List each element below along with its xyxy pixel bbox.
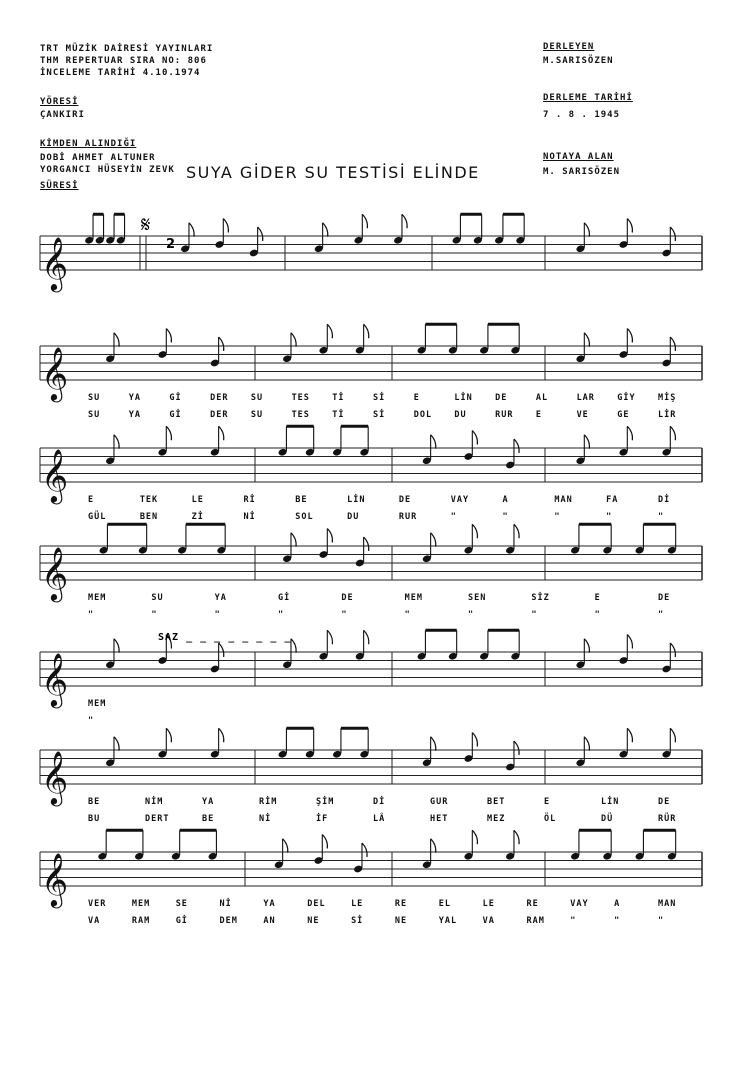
lyric-syllable: YA bbox=[128, 393, 141, 403]
lyric-syllable: SOL bbox=[295, 512, 314, 522]
note-flag bbox=[114, 639, 119, 653]
lyric-syllable: MEZ bbox=[487, 814, 506, 824]
lyric-syllable: LİN bbox=[454, 393, 473, 403]
lyric-syllable: Sİ bbox=[373, 393, 386, 403]
note-flag bbox=[114, 435, 119, 449]
note-flag bbox=[283, 839, 288, 853]
note-flag bbox=[189, 223, 194, 237]
lyric-syllable: SU bbox=[250, 410, 264, 420]
lyric-syllable: " bbox=[554, 512, 561, 522]
lyric-syllable: VE bbox=[576, 410, 589, 420]
lyric-syllable: TES bbox=[291, 393, 310, 403]
lyric-syllable: " bbox=[404, 610, 411, 620]
note-flag bbox=[322, 835, 327, 849]
lyric-syllable: LE bbox=[191, 495, 204, 505]
lyric-syllable: İF bbox=[316, 814, 329, 824]
lyric-syllable: SU bbox=[88, 393, 101, 403]
publisher-line-1: TRT MÜZİK DAİRESİ YAYINLARI bbox=[40, 44, 214, 54]
lyric-syllable: Tİ bbox=[332, 410, 345, 420]
note-flag bbox=[114, 333, 119, 347]
lyric-syllable: BU bbox=[88, 814, 101, 824]
region-label: YÖRESİ bbox=[40, 97, 79, 107]
note-flag bbox=[472, 733, 477, 747]
note-flag bbox=[670, 337, 675, 351]
note-flag bbox=[114, 737, 119, 751]
lyric-syllable: Gİ bbox=[169, 393, 182, 403]
note-flag bbox=[402, 214, 407, 228]
treble-clef-icon: 𝄞 bbox=[41, 652, 69, 706]
note-flag bbox=[223, 219, 228, 233]
staff-system bbox=[40, 426, 702, 504]
staff-system bbox=[40, 524, 702, 602]
note-flag bbox=[670, 728, 675, 742]
lyric-syllable: YA bbox=[202, 797, 215, 807]
lyric-syllable: DE bbox=[398, 495, 412, 505]
lyric-syllable: AL bbox=[535, 393, 549, 403]
lyric-syllable: Nİ bbox=[219, 899, 232, 909]
treble-clef-icon: 𝄞 bbox=[41, 546, 69, 600]
lyric-syllable: YA bbox=[263, 899, 276, 909]
lyric-syllable: DERT bbox=[145, 814, 170, 824]
lyric-syllable: Rİ bbox=[243, 495, 256, 505]
lyric-syllable: TES bbox=[291, 410, 310, 420]
lyric-syllable: A bbox=[502, 495, 509, 505]
lyric-syllable: DE bbox=[658, 593, 671, 603]
lyric-syllable: AN bbox=[263, 916, 276, 926]
note-flag bbox=[627, 635, 632, 649]
lyric-syllable: " bbox=[341, 610, 348, 620]
note-flag bbox=[514, 830, 519, 844]
lyric-syllable: BE bbox=[88, 797, 101, 807]
note-flag bbox=[327, 630, 332, 644]
lyric-syllable: RUR bbox=[495, 410, 514, 420]
note-flag bbox=[327, 529, 332, 543]
note-flag bbox=[472, 524, 477, 538]
lyric-syllable: SEN bbox=[468, 593, 487, 603]
lyric-syllable: ÖL bbox=[544, 814, 557, 824]
staff-system bbox=[40, 214, 702, 292]
lyric-syllable: HET bbox=[430, 814, 449, 824]
note-flag bbox=[291, 333, 296, 347]
date-label: DERLEME TARİHİ bbox=[543, 93, 633, 103]
lyric-syllable: SU bbox=[88, 410, 101, 420]
note-flag bbox=[584, 435, 589, 449]
lyric-syllable: VAY bbox=[570, 899, 589, 909]
note-flag bbox=[258, 227, 263, 241]
lyric-syllable: A bbox=[614, 899, 621, 909]
source-2: YORGANCI HÜSEYİN ZEVK bbox=[40, 165, 175, 175]
lyric-syllable: GÜL bbox=[88, 512, 107, 522]
lyric-syllable: Nİ bbox=[243, 512, 256, 522]
treble-clef-icon: 𝄞 bbox=[41, 346, 69, 400]
lyric-syllable: NE bbox=[307, 916, 320, 926]
lyric-syllable: DE bbox=[658, 797, 671, 807]
lyric-syllable: LİR bbox=[658, 410, 677, 420]
lyric-syllable: SU bbox=[250, 393, 264, 403]
note-flag bbox=[362, 843, 367, 857]
lyric-syllable: VAY bbox=[450, 495, 470, 505]
lyric-syllable: LE bbox=[351, 899, 364, 909]
compiler-label: DERLEYEN bbox=[543, 42, 595, 52]
note-flag bbox=[291, 639, 296, 653]
lyric-syllable: MAN bbox=[554, 495, 573, 505]
note-flag bbox=[291, 533, 296, 547]
lyric-syllable: Gİ bbox=[169, 410, 182, 420]
lyric-syllable: E bbox=[88, 495, 95, 505]
lyric-syllable: MİŞ bbox=[658, 393, 677, 403]
lyric-syllable: " bbox=[450, 512, 457, 522]
lyric-syllable: RE bbox=[394, 899, 408, 909]
staff-system bbox=[40, 324, 702, 402]
lyric-syllable: NE bbox=[394, 916, 408, 926]
lyric-syllable: DER bbox=[210, 410, 229, 420]
note-flag bbox=[362, 214, 367, 228]
note-flag bbox=[323, 223, 328, 237]
lyric-syllable: RUR bbox=[398, 512, 418, 522]
lyric-syllable: " bbox=[570, 916, 577, 926]
note-flag bbox=[514, 439, 519, 453]
treble-clef-icon: 𝄞 bbox=[41, 236, 69, 290]
lyric-syllable: " bbox=[658, 916, 665, 926]
lyric-syllable: DE bbox=[341, 593, 354, 603]
lyric-syllable: Gİ bbox=[175, 916, 188, 926]
lyric-syllable: EL bbox=[438, 899, 452, 909]
lyric-syllable: Dİ bbox=[373, 797, 386, 807]
lyric-syllable: GUR bbox=[430, 797, 449, 807]
note-flag bbox=[584, 639, 589, 653]
treble-clef-icon: 𝄞 bbox=[41, 750, 69, 804]
note-flag bbox=[166, 329, 171, 343]
lyric-syllable: " bbox=[594, 610, 601, 620]
lyric-syllable: DU bbox=[347, 512, 360, 522]
lyric-syllable: GE bbox=[617, 410, 630, 420]
lyric-syllable: YAL bbox=[438, 916, 458, 926]
note-flag bbox=[627, 219, 632, 233]
note-flag bbox=[584, 333, 589, 347]
lyric-syllable: DU bbox=[454, 410, 467, 420]
source-1: DOBİ AHMET ALTUNER bbox=[40, 153, 156, 163]
lyric-syllable: E bbox=[544, 797, 551, 807]
lyric-syllable: DOL bbox=[413, 410, 433, 420]
note-flag bbox=[627, 426, 632, 440]
lyric-syllable: Nİ bbox=[259, 814, 272, 824]
lyric-syllable: " bbox=[658, 610, 665, 620]
note-flag bbox=[166, 426, 171, 440]
treble-clef-icon: 𝄞 bbox=[41, 448, 69, 502]
lyric-syllable: BE bbox=[202, 814, 215, 824]
lyric-syllable: " bbox=[531, 610, 538, 620]
note-flag bbox=[472, 431, 477, 445]
lyric-syllable: FA bbox=[606, 495, 619, 505]
note-flag bbox=[472, 830, 477, 844]
note-flag bbox=[584, 223, 589, 237]
treble-clef-icon: 𝄞 bbox=[41, 852, 69, 906]
publisher-line-2: THM REPERTUAR SIRA NO: 806 bbox=[40, 56, 207, 66]
lyric-syllable: E bbox=[535, 410, 542, 420]
lyric-syllable: LAR bbox=[576, 393, 595, 403]
date-value: 7 . 8 . 1945 bbox=[543, 110, 621, 120]
note-flag bbox=[166, 728, 171, 742]
lyric-syllable: YA bbox=[214, 593, 227, 603]
lyric-syllable: VER bbox=[88, 899, 107, 909]
lyric-syllable: " bbox=[614, 916, 621, 926]
note-flag bbox=[670, 426, 675, 440]
lyric-syllable: Sİ bbox=[351, 916, 364, 926]
note-flag bbox=[514, 524, 519, 538]
lyric-syllable: RAM bbox=[526, 916, 545, 926]
lyric-syllable: DE bbox=[495, 393, 508, 403]
lyric-syllable: NİM bbox=[145, 797, 164, 807]
lyric-syllable: BE bbox=[295, 495, 308, 505]
lyric-syllable: " bbox=[658, 512, 665, 522]
lyric-syllable: LİN bbox=[601, 797, 620, 807]
note-flag bbox=[364, 537, 369, 551]
lyric-syllable: RAM bbox=[131, 916, 151, 926]
lyric-syllable: E bbox=[594, 593, 601, 603]
note-flag bbox=[514, 741, 519, 755]
time-signature: 2 bbox=[166, 237, 176, 252]
note-flag bbox=[219, 426, 224, 440]
lyric-syllable: SİZ bbox=[531, 593, 550, 603]
note-flag bbox=[670, 643, 675, 657]
note-flag bbox=[219, 643, 224, 657]
lyric-syllable: RÜR bbox=[658, 814, 677, 824]
lyric-syllable: Tİ bbox=[332, 393, 345, 403]
lyric-syllable: ŞİM bbox=[316, 797, 335, 807]
compiler-value: M.SARISÖZEN bbox=[543, 56, 614, 66]
lyric-syllable: LÂ bbox=[373, 814, 386, 824]
note-flag bbox=[219, 728, 224, 742]
lyric-syllable: E bbox=[413, 393, 420, 403]
note-flag bbox=[431, 839, 436, 853]
lyric-syllable: LE bbox=[482, 899, 495, 909]
note-flag bbox=[431, 435, 436, 449]
lyric-syllable: BEN bbox=[139, 512, 159, 522]
lyric-syllable: MEM bbox=[88, 699, 107, 709]
saz-label: SAZ _ _ _ _ _ _ _ _ bbox=[158, 632, 292, 643]
note-flag bbox=[431, 533, 436, 547]
note-flag bbox=[627, 728, 632, 742]
region-value: ÇANKIRI bbox=[40, 110, 85, 120]
lyric-syllable: DEM bbox=[219, 916, 238, 926]
notator-value: M. SARISÖZEN bbox=[543, 167, 621, 177]
lyric-syllable: VA bbox=[482, 916, 495, 926]
lyric-syllable: " bbox=[606, 512, 613, 522]
lyric-syllable: Zİ bbox=[191, 512, 204, 522]
lyric-syllable: GİY bbox=[617, 393, 636, 403]
lyric-syllable: " bbox=[88, 716, 95, 726]
segno-icon: 𝄋 bbox=[141, 213, 151, 238]
lyric-syllable: " bbox=[278, 610, 285, 620]
lyric-syllable: RE bbox=[526, 899, 539, 909]
lyric-syllable: RİM bbox=[259, 797, 278, 807]
lyric-syllable: " bbox=[214, 610, 221, 620]
lyric-syllable: BET bbox=[487, 797, 506, 807]
note-flag bbox=[670, 227, 675, 241]
lyric-syllable: YA bbox=[128, 410, 141, 420]
lyric-syllable: MEM bbox=[131, 899, 151, 909]
lyric-syllable: DER bbox=[210, 393, 229, 403]
note-flag bbox=[219, 337, 224, 351]
lyric-syllable: SE bbox=[175, 899, 188, 909]
lyric-syllable: " bbox=[151, 610, 158, 620]
lyric-syllable: DEL bbox=[307, 899, 326, 909]
note-flag bbox=[431, 737, 436, 751]
staff-system bbox=[40, 728, 702, 806]
lyric-syllable: TEK bbox=[139, 495, 159, 505]
lyric-syllable: SU bbox=[151, 593, 164, 603]
lyric-syllable: DÜ bbox=[601, 814, 614, 824]
lyric-syllable: LİN bbox=[347, 495, 366, 505]
note-flag bbox=[364, 630, 369, 644]
lyric-syllable: Gİ bbox=[278, 593, 291, 603]
song-title: SUYA GİDER SU TESTİSİ ELİNDE bbox=[186, 163, 480, 182]
note-flag bbox=[364, 324, 369, 338]
staff-system bbox=[40, 630, 702, 708]
lyric-syllable: " bbox=[502, 512, 509, 522]
lyric-syllable: VA bbox=[88, 916, 101, 926]
lyric-syllable: " bbox=[88, 610, 95, 620]
source-label: KİMDEN ALINDIĞI bbox=[40, 139, 137, 149]
notator-label: NOTAYA ALAN bbox=[543, 152, 614, 162]
note-flag bbox=[327, 324, 332, 338]
lyric-syllable: Sİ bbox=[373, 410, 386, 420]
lyric-syllable: Dİ bbox=[658, 495, 671, 505]
duration-label: SÜRESİ bbox=[40, 181, 79, 191]
publisher-line-3: İNCELEME TARİHİ 4.10.1974 bbox=[40, 68, 201, 78]
lyric-syllable: MEM bbox=[404, 593, 424, 603]
note-flag bbox=[584, 737, 589, 751]
lyric-syllable: MAN bbox=[658, 899, 677, 909]
note-flag bbox=[627, 329, 632, 343]
staff-system bbox=[40, 830, 702, 908]
lyric-syllable: " bbox=[468, 610, 475, 620]
lyric-syllable: MEM bbox=[88, 593, 107, 603]
